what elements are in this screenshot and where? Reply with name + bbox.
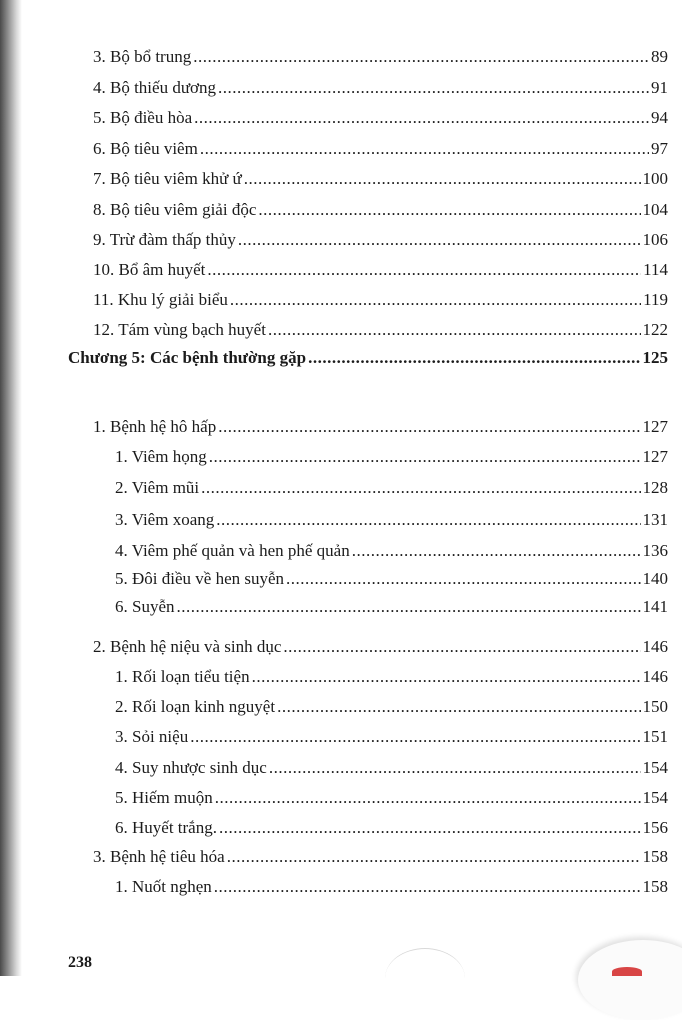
toc-entry-title: 4. Suy nhược sinh dục — [115, 758, 267, 777]
toc-entry-page: 106 — [642, 230, 668, 249]
toc-entry-page: 158 — [642, 877, 668, 896]
toc-entry — [93, 256, 668, 284]
toc-entry-page: 140 — [642, 569, 668, 588]
toc-dot-leader — [352, 537, 641, 565]
toc-subentry — [115, 873, 668, 901]
toc-dot-leader — [258, 196, 640, 224]
toc-entry-title: 1. Viêm họng — [115, 447, 207, 466]
toc-dot-leader — [218, 74, 649, 102]
toc-subentry — [115, 565, 668, 593]
toc-dot-leader — [230, 286, 641, 314]
toc-subentry — [115, 693, 668, 721]
toc-entry-page: 125 — [642, 348, 668, 367]
toc-entry — [93, 74, 668, 102]
toc-entry-page: 97 — [651, 139, 668, 158]
toc-entry-page: 154 — [642, 758, 668, 777]
toc-entry-page: 91 — [651, 78, 668, 97]
toc-entry-page: 131 — [642, 510, 668, 529]
toc-section — [93, 843, 668, 871]
toc-dot-leader — [215, 784, 641, 812]
toc-entry-title: 3. Bệnh hệ tiêu hóa — [93, 847, 225, 866]
toc-dot-leader — [283, 633, 640, 661]
toc-dot-leader — [207, 256, 641, 284]
toc-entry-page: 89 — [651, 47, 668, 66]
toc-dot-leader — [201, 474, 640, 502]
toc-entry-page: 151 — [642, 727, 668, 746]
toc-entry — [93, 226, 668, 254]
toc-entry — [93, 286, 668, 314]
toc-entry-page: 127 — [642, 447, 668, 466]
toc-entry-page: 136 — [642, 541, 668, 560]
toc-subentry — [115, 663, 668, 691]
toc-subentry — [115, 474, 668, 502]
toc-dot-leader — [218, 413, 640, 441]
toc-entry-title: 5. Hiếm muộn — [115, 788, 213, 807]
toc-entry-page: 119 — [643, 290, 668, 309]
toc-entry-title: 6. Bộ tiêu viêm — [93, 139, 198, 158]
toc-subentry — [115, 537, 668, 565]
toc-dot-leader — [268, 316, 641, 344]
toc-dot-leader — [219, 814, 641, 842]
toc-dot-leader — [193, 43, 649, 71]
toc-subentry — [115, 593, 668, 621]
toc-dot-leader — [216, 506, 640, 534]
toc-entry-title: 4. Bộ thiếu dương — [93, 78, 217, 97]
toc-entry — [93, 135, 668, 163]
toc-subentry — [115, 784, 668, 812]
toc-entry-page: 114 — [643, 260, 668, 279]
toc-chapter-heading — [68, 344, 668, 372]
toc-entry-page: 122 — [642, 320, 668, 339]
toc-entry-title: 3. Viêm xoang — [115, 510, 215, 529]
toc-entry-title: 1. Bệnh hệ hô hấp — [93, 417, 217, 436]
toc-dot-leader — [227, 843, 641, 871]
toc-dot-leader — [200, 135, 649, 163]
toc-subentry — [115, 754, 668, 782]
toc-section — [93, 633, 668, 661]
toc-entry-title: 9. Trừ đàm thấp thủy — [93, 230, 236, 249]
toc-entry-title: 5. Bộ điều hòa — [93, 108, 193, 127]
toc-entry-title: 1. Nuốt nghẹn — [115, 877, 212, 896]
toc-dot-leader — [308, 344, 640, 372]
toc-dot-leader — [214, 873, 641, 901]
toc-entry-title: Chương 5: Các bệnh thường gặp — [68, 348, 307, 367]
toc-section — [93, 413, 668, 441]
toc-entry-page: 156 — [642, 818, 668, 837]
toc-subentry — [115, 814, 668, 842]
toc-dot-leader — [194, 104, 649, 132]
book-binding-shadow — [0, 0, 22, 976]
page-curl-shadow — [385, 948, 465, 1009]
toc-entry-page: 146 — [642, 667, 668, 686]
toc-entry-title: 5. Đôi điều về hen suyễn — [115, 569, 285, 588]
toc-entry-title: 2. Viêm mũi — [115, 478, 200, 497]
toc-entry-title: 3. Bộ bổ trung — [93, 47, 192, 66]
toc-entry-page: 150 — [642, 697, 668, 716]
red-corner-mark — [612, 967, 642, 976]
toc-dot-leader — [238, 226, 641, 254]
toc-entry — [93, 165, 668, 193]
toc-dot-leader — [190, 723, 640, 751]
toc-entry-title: 2. Rối loạn kinh nguyệt — [115, 697, 276, 716]
toc-entry-title: 12. Tám vùng bạch huyết — [93, 320, 266, 339]
toc-entry-page: 158 — [642, 847, 668, 866]
page-number: 238 — [68, 954, 92, 971]
toc-entry-title: 2. Bệnh hệ niệu và sinh dục — [93, 637, 282, 656]
toc-dot-leader — [177, 593, 641, 621]
toc-entry-page: 100 — [642, 169, 668, 188]
toc-entry-page: 128 — [642, 478, 668, 497]
toc-entry — [93, 104, 668, 132]
toc-entry-title: 11. Khu lý giải biểu — [93, 290, 228, 309]
toc-dot-leader — [277, 693, 640, 721]
toc-entry-title: 6. Suyễn — [115, 597, 175, 616]
toc-dot-leader — [269, 754, 641, 782]
toc-entry-title: 7. Bộ tiêu viêm khử ứ — [93, 169, 242, 188]
toc-entry-page: 94 — [651, 108, 668, 127]
toc-dot-leader — [252, 663, 641, 691]
toc-subentry — [115, 443, 668, 471]
toc-entry — [93, 196, 668, 224]
toc-dot-leader — [286, 565, 640, 593]
toc-entry-title: 3. Sỏi niệu — [115, 727, 189, 746]
toc-subentry — [115, 723, 668, 751]
page-curl-shadow — [578, 940, 682, 1020]
toc-entry — [93, 43, 668, 71]
toc-entry — [93, 316, 668, 344]
toc-entry-page: 141 — [642, 597, 668, 616]
toc-entry-page: 104 — [642, 200, 668, 219]
toc-entry-title: 4. Viêm phế quản và hen phế quản — [115, 541, 350, 560]
toc-entry-page: 127 — [642, 417, 668, 436]
toc-entry-title: 6. Huyết trắng. — [115, 818, 217, 837]
toc-entry-title: 8. Bộ tiêu viêm giải độc — [93, 200, 257, 219]
toc-entry-page: 154 — [642, 788, 668, 807]
toc-subentry — [115, 506, 668, 534]
toc-dot-leader — [244, 165, 641, 193]
toc-entry-title: 1. Rối loạn tiểu tiện — [115, 667, 250, 686]
toc-entry-title: 10. Bổ âm huyết — [93, 260, 206, 279]
toc-entry-page: 146 — [642, 637, 668, 656]
toc-dot-leader — [209, 443, 641, 471]
